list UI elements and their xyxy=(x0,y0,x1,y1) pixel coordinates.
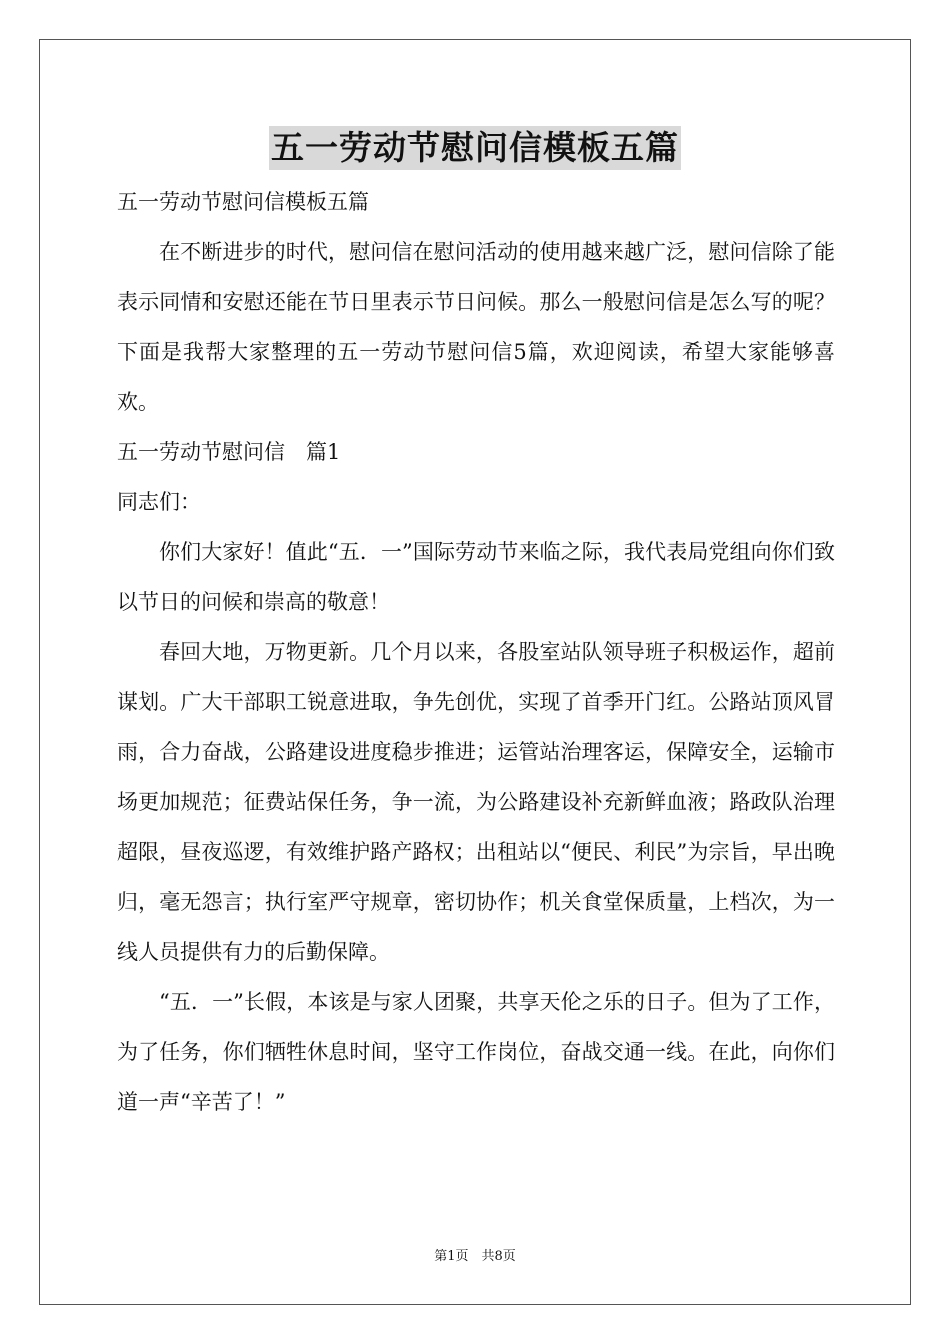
document-title-container xyxy=(0,126,950,170)
subtitle-line: 五一劳动节慰问信模板五篇 xyxy=(117,190,369,214)
page-number-footer: 第1页 共8页 xyxy=(434,1249,516,1264)
greeting-paragraph: 你们大家好！值此“五．一”国际劳动节来临之际，我代表局党组向你们致以节日的问候和崇高的敬意！ xyxy=(117,540,835,614)
intro-paragraph: 在不断进步的时代，慰问信在慰问活动的使用越来越广泛，慰问信除了能表示同情和安慰还能在节日里表示节日问候。那么一般慰问信是怎么写的呢？下面是我帮大家整理的五一劳动节慰问信5篇，欢迎阅读，希望大家能够喜欢。 xyxy=(117,240,835,414)
section-heading: 五一劳动节慰问信 篇1 xyxy=(117,440,341,464)
salutation: 同志们： xyxy=(117,490,201,514)
document-title: 五一劳动节慰问信模板五篇 xyxy=(269,126,681,170)
achievements-paragraph: 春回大地，万物更新。几个月以来，各股室站队领导班子积极运作，超前谋划。广大干部职工锐意进取，争先创优，实现了首季开门红。公路站顶风冒雨，合力奋战，公路建设进度稳步推进；运管站治理客运，保障安全，运输市场更加规范；征费站保任务，争一流，为公路建设补充新鲜血液；路政队治理超限，昼夜巡逻，有效维护路产路权；出租站以“便民、利民”为宗旨，早出晚归，毫无怨言；执行室严守规章，密切协作；机关食堂保质量，上档次，为一线人员提供有力的后勤保障。 xyxy=(117,640,835,964)
document-body xyxy=(117,177,835,1127)
holiday-paragraph: “五．一”长假，本该是与家人团聚，共享天伦之乐的日子。但为了工作，为了任务，你们牺牲休息时间，坚守工作岗位，奋战交通一线。在此，向你们道一声“辛苦了！” xyxy=(117,990,835,1114)
